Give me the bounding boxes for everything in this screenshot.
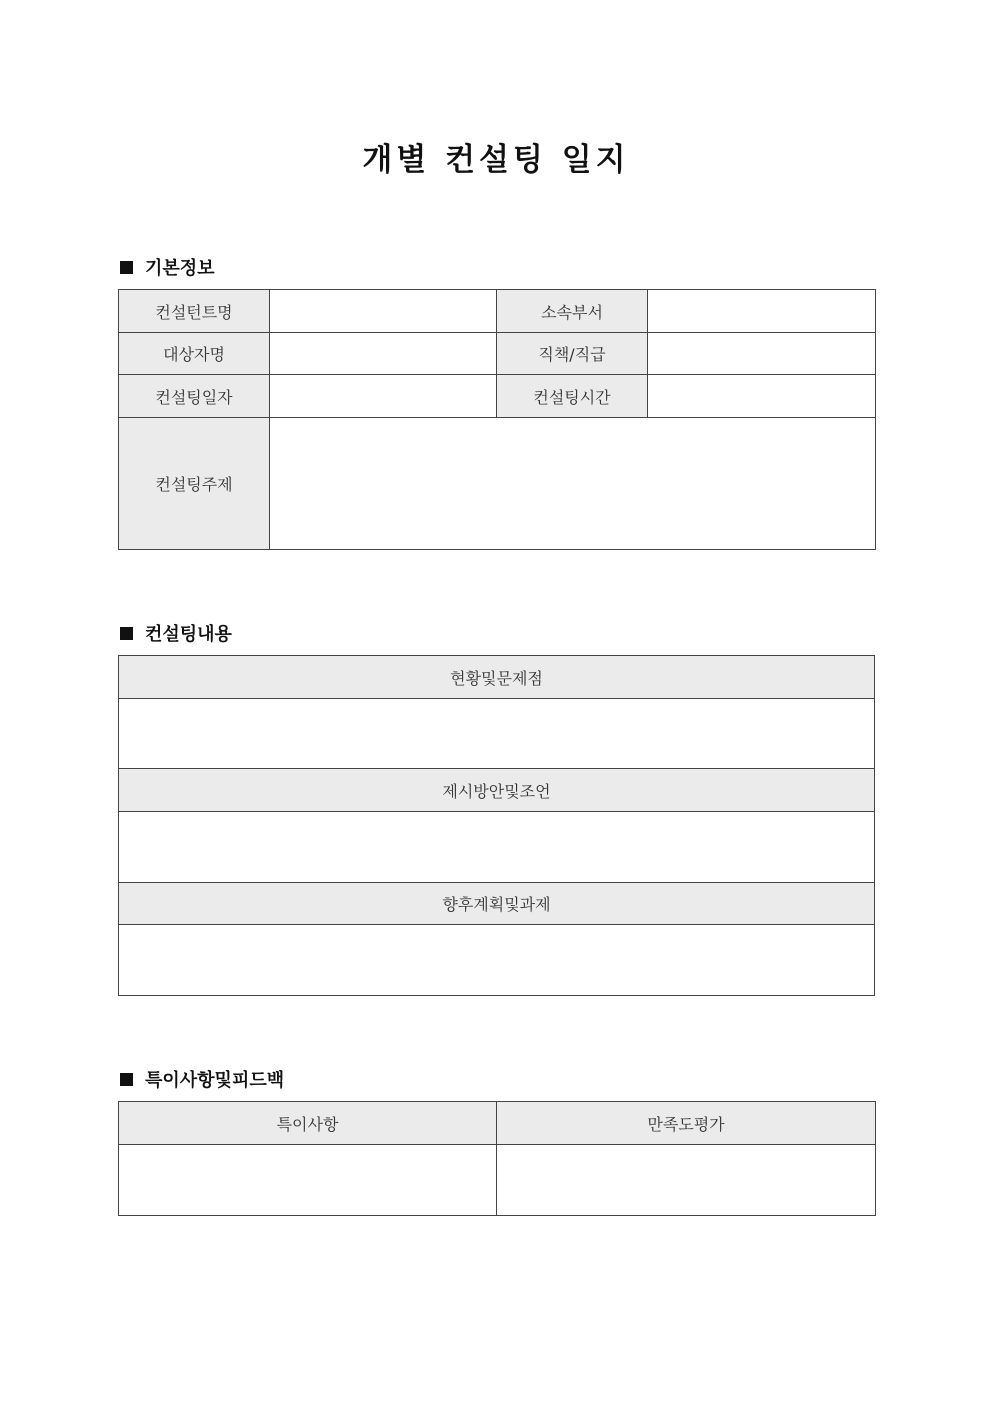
table-row: [119, 812, 875, 883]
consulting-content-table: [118, 655, 875, 996]
document-title: 개별 컨설팅 일지: [362, 142, 630, 178]
table-row: [119, 418, 876, 550]
square-bullet-icon: [120, 1073, 133, 1086]
proposal-advice-label: 제시방안및조언: [119, 769, 875, 812]
section-heading-feedback: [120, 1066, 284, 1092]
department-field[interactable]: [648, 290, 876, 333]
table-row: [119, 333, 876, 375]
target-name-field[interactable]: [270, 333, 497, 375]
table-row: [119, 769, 875, 812]
section-heading-basic-info: [120, 254, 215, 280]
section-heading-consulting-content: [120, 620, 232, 646]
section-title: 특이사항및피드백: [145, 1070, 285, 1091]
consultant-name-field[interactable]: [270, 290, 497, 333]
table-row: [119, 375, 876, 418]
consulting-topic-field[interactable]: [270, 418, 876, 550]
table-row: [119, 1102, 876, 1145]
table-row: [119, 883, 875, 925]
consulting-topic-label: 컨설팅주제: [119, 418, 270, 550]
table-row: [119, 656, 875, 699]
table-row: [119, 925, 875, 996]
section-title: 컨설팅내용: [145, 624, 232, 645]
basic-info-table: [118, 289, 876, 550]
square-bullet-icon: [120, 261, 133, 274]
status-problems-label: 현황및문제점: [119, 656, 875, 699]
feedback-table: [118, 1101, 876, 1216]
position-field[interactable]: [648, 333, 876, 375]
proposal-advice-field[interactable]: [119, 812, 875, 883]
satisfaction-label: 만족도평가: [497, 1102, 876, 1145]
target-name-label: 대상자명: [119, 333, 270, 375]
satisfaction-field[interactable]: [497, 1145, 876, 1216]
table-row: [119, 1145, 876, 1216]
square-bullet-icon: [120, 627, 133, 640]
consulting-time-field[interactable]: [648, 375, 876, 418]
consulting-time-label: 컨설팅시간: [497, 375, 648, 418]
department-label: 소속부서: [497, 290, 648, 333]
future-plan-label: 향후계획및과제: [119, 883, 875, 925]
consulting-date-label: 컨설팅일자: [119, 375, 270, 418]
special-notes-label: 특이사항: [119, 1102, 497, 1145]
position-label: 직책/직급: [497, 333, 648, 375]
consultant-name-label: 컨설턴트명: [119, 290, 270, 333]
status-problems-field[interactable]: [119, 699, 875, 769]
table-row: [119, 290, 876, 333]
consulting-date-field[interactable]: [270, 375, 497, 418]
future-plan-field[interactable]: [119, 925, 875, 996]
section-title: 기본정보: [145, 258, 215, 279]
special-notes-field[interactable]: [119, 1145, 497, 1216]
table-row: [119, 699, 875, 769]
